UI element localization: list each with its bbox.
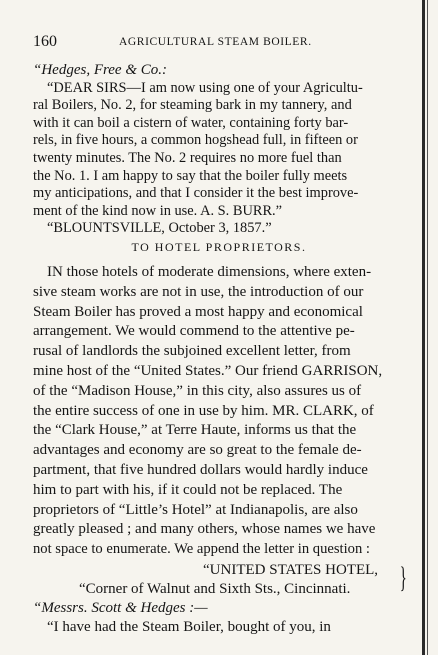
section-body xyxy=(33,263,418,560)
address-brace-icon: } xyxy=(399,561,407,594)
page-number: 160 xyxy=(33,33,57,50)
letter-1-line: the No. 1. I am happy to say that the boiler fully meets xyxy=(33,167,348,184)
section-line: Steam Boiler has proved a most happy and economical xyxy=(33,303,363,320)
letter-2-salutation: “Messrs. Scott & Hedges :— xyxy=(33,600,208,616)
running-head: AGRICULTURAL STEAM BOILER. xyxy=(119,36,312,48)
letter-2-first-line: “I have had the Steam Boiler, bought of you, in xyxy=(47,619,331,635)
letter-1 xyxy=(33,62,418,238)
page-edge-rule-inner xyxy=(427,0,428,655)
letter-1-line: “DEAR SIRS—I am now using one of your Agricultu- xyxy=(47,79,363,96)
letter-2-address-line-2: “Corner of Walnut and Sixth Sts., Cincinnati. xyxy=(79,581,351,597)
section-line: the “Clark House,” at Terre Haute, informs us that the xyxy=(33,422,357,439)
page-edge-rule xyxy=(422,0,425,655)
letter-1-signature-line: ment of the kind now in use. A. S. BURR.” xyxy=(33,202,283,219)
letter-1-line: rels, in five hours, a common hogshead full, in fifteen or xyxy=(33,132,358,149)
section-line: partment, that five hundred dollars would hardly induce xyxy=(33,461,368,478)
letter-1-dateline: “BLOUNTSVILLE, October 3, 1857.” xyxy=(47,220,272,237)
section-line: of the “Madison House,” in this city, also assures us of xyxy=(33,382,362,399)
page-header xyxy=(33,33,418,53)
section-line: proprietors of “Little’s Hotel” at Indianapolis, are also xyxy=(33,501,358,518)
letter-1-line: my anticipations, and that I consider it the best improve- xyxy=(33,185,359,202)
section-line: arrangement. We would commend to the attentive pe- xyxy=(33,323,355,340)
section-line: the entire success of one in use by him. MR. CLARK, of xyxy=(33,402,374,419)
section-line: rusal of landlords the subjoined excellent letter, from xyxy=(33,343,351,360)
letter-2 xyxy=(33,561,418,637)
section-line: advantages and economy are so great to the female de- xyxy=(33,442,362,459)
section-line: sive steam works are not in use, the introduction of our xyxy=(33,283,364,300)
section-line: not space to enumerate. We append the letter in question : xyxy=(33,541,370,558)
section-line: him to part with his, if it could not be replaced. The xyxy=(33,481,343,498)
section-line: greatly pleased ; and many others, whose names we have xyxy=(33,521,376,538)
letter-1-line: ral Boilers, No. 2, for steaming bark in my tannery, and xyxy=(33,97,352,114)
section-line: IN those hotels of moderate dimensions, where exten- xyxy=(47,264,372,280)
letter-1-line: with it can boil a cistern of water, containing forty bar- xyxy=(33,114,349,131)
section-title: TO HOTEL PROPRIETORS. xyxy=(131,240,307,254)
letter-2-address-line-1: “UNITED STATES HOTEL, xyxy=(203,562,379,578)
section-line: mine host of the “United States.” Our friend GARRISON, xyxy=(33,362,383,379)
letter-1-salutation: “Hedges, Free & Co.: xyxy=(33,62,168,78)
letter-1-line: twenty minutes. The No. 2 requires no more fuel than xyxy=(33,149,342,166)
